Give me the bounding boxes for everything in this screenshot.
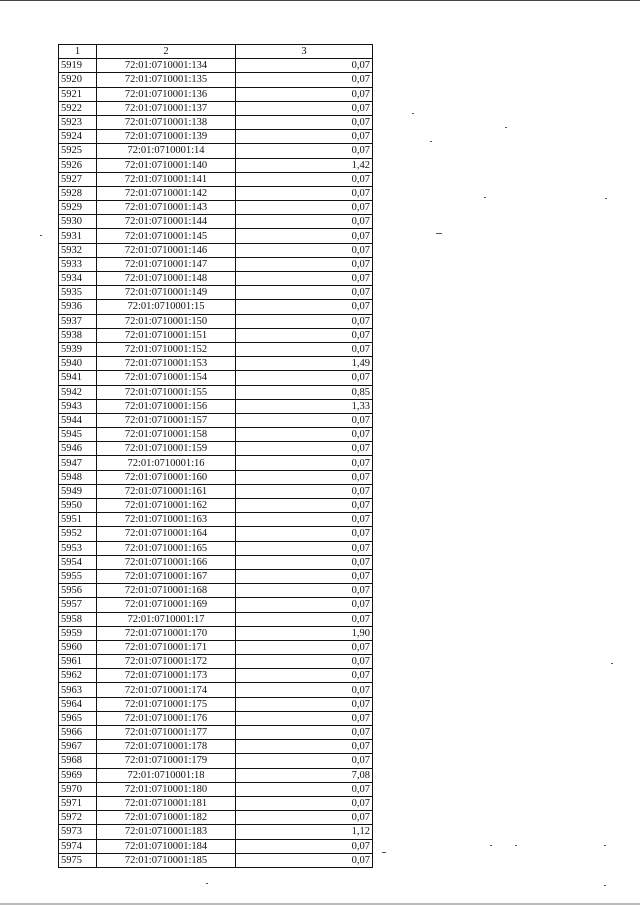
area-value: 0,07 [236, 413, 373, 427]
area-value: 0,07 [236, 470, 373, 484]
cadastral-number: 72:01:0710001:142 [97, 186, 236, 200]
table-row [59, 527, 373, 541]
row-number: 5938 [59, 328, 97, 342]
area-value: 0,07 [236, 201, 373, 215]
cadastral-number: 72:01:0710001:158 [97, 428, 236, 442]
area-value: 0,07 [236, 640, 373, 654]
area-value: 0,07 [236, 456, 373, 470]
row-number: 5964 [59, 697, 97, 711]
cadastral-number: 72:01:0710001:164 [97, 527, 236, 541]
table-row [59, 413, 373, 427]
row-number: 5941 [59, 371, 97, 385]
row-number: 5920 [59, 73, 97, 87]
cadastral-number: 72:01:0710001:16 [97, 456, 236, 470]
cadastral-number: 72:01:0710001:160 [97, 470, 236, 484]
area-value: 0,07 [236, 442, 373, 456]
table-row [59, 158, 373, 172]
cadastral-number: 72:01:0710001:145 [97, 229, 236, 243]
area-value: 0,07 [236, 101, 373, 115]
table-row [59, 300, 373, 314]
cadastral-number: 72:01:0710001:143 [97, 201, 236, 215]
cadastral-number: 72:01:0710001:168 [97, 584, 236, 598]
cadastral-number: 72:01:0710001:169 [97, 598, 236, 612]
table-row [59, 442, 373, 456]
scan-speck [604, 845, 606, 846]
row-number: 5966 [59, 726, 97, 740]
cadastral-number: 72:01:0710001:150 [97, 314, 236, 328]
row-number: 5953 [59, 541, 97, 555]
table-row [59, 201, 373, 215]
table-row [59, 73, 373, 87]
area-value: 0,07 [236, 598, 373, 612]
area-value: 0,07 [236, 740, 373, 754]
scan-speck [490, 845, 492, 846]
cadastral-number: 72:01:0710001:166 [97, 555, 236, 569]
table-row [59, 101, 373, 115]
table-row [59, 839, 373, 853]
row-number: 5954 [59, 555, 97, 569]
area-value: 0,07 [236, 342, 373, 356]
row-number: 5957 [59, 598, 97, 612]
scan-speck [605, 198, 607, 199]
table-row [59, 541, 373, 555]
cadastral-number: 72:01:0710001:140 [97, 158, 236, 172]
scan-speck [430, 141, 432, 142]
cadastral-number: 72:01:0710001:17 [97, 612, 236, 626]
cadastral-number: 72:01:0710001:162 [97, 499, 236, 513]
row-number: 5925 [59, 144, 97, 158]
table-row [59, 796, 373, 810]
area-value: 0,07 [236, 569, 373, 583]
cadastral-number: 72:01:0710001:18 [97, 768, 236, 782]
table-row [59, 499, 373, 513]
cadastral-number: 72:01:0710001:185 [97, 853, 236, 867]
table-row [59, 272, 373, 286]
area-value: 0,07 [236, 541, 373, 555]
area-value: 0,07 [236, 839, 373, 853]
row-number: 5927 [59, 172, 97, 186]
column-header-1: 1 [59, 45, 97, 59]
table-row [59, 229, 373, 243]
row-number: 5932 [59, 243, 97, 257]
area-value: 0,07 [236, 300, 373, 314]
table-row [59, 144, 373, 158]
scan-speck [515, 845, 517, 846]
column-header-2: 2 [97, 45, 236, 59]
cadastral-number: 72:01:0710001:181 [97, 796, 236, 810]
scan-speck [604, 885, 606, 886]
table-row [59, 555, 373, 569]
table-row [59, 726, 373, 740]
cadastral-number: 72:01:0710001:178 [97, 740, 236, 754]
table-row [59, 456, 373, 470]
table-row [59, 59, 373, 73]
area-value: 0,07 [236, 655, 373, 669]
cadastral-number: 72:01:0710001:173 [97, 669, 236, 683]
table-row [59, 626, 373, 640]
cadastral-number: 72:01:0710001:163 [97, 513, 236, 527]
area-value: 0,07 [236, 130, 373, 144]
cadastral-number: 72:01:0710001:144 [97, 215, 236, 229]
cadastral-number: 72:01:0710001:176 [97, 711, 236, 725]
area-value: 0,07 [236, 172, 373, 186]
cadastral-number: 72:01:0710001:170 [97, 626, 236, 640]
area-value: 0,07 [236, 371, 373, 385]
area-value: 0,07 [236, 754, 373, 768]
scan-speck [436, 233, 442, 234]
row-number: 5934 [59, 272, 97, 286]
row-number: 5946 [59, 442, 97, 456]
table-row [59, 115, 373, 129]
area-value: 0,07 [236, 243, 373, 257]
area-value: 1,42 [236, 158, 373, 172]
cadastral-number: 72:01:0710001:147 [97, 257, 236, 271]
row-number: 5970 [59, 782, 97, 796]
table-row [59, 569, 373, 583]
area-value: 0,07 [236, 272, 373, 286]
row-number: 5956 [59, 584, 97, 598]
row-number: 5924 [59, 130, 97, 144]
cadastral-number: 72:01:0710001:136 [97, 87, 236, 101]
row-number: 5959 [59, 626, 97, 640]
table-row [59, 328, 373, 342]
cadastral-number: 72:01:0710001:135 [97, 73, 236, 87]
table-row [59, 683, 373, 697]
cadastral-number: 72:01:0710001:165 [97, 541, 236, 555]
row-number: 5928 [59, 186, 97, 200]
table-row [59, 825, 373, 839]
cadastral-number: 72:01:0710001:179 [97, 754, 236, 768]
area-value: 1,49 [236, 357, 373, 371]
table-row [59, 669, 373, 683]
cadastral-number: 72:01:0710001:171 [97, 640, 236, 654]
row-number: 5931 [59, 229, 97, 243]
table-row [59, 740, 373, 754]
area-value: 0,07 [236, 87, 373, 101]
area-value: 0,07 [236, 73, 373, 87]
row-number: 5971 [59, 796, 97, 810]
area-value: 1,90 [236, 626, 373, 640]
cadastral-number: 72:01:0710001:155 [97, 385, 236, 399]
cadastral-number: 72:01:0710001:138 [97, 115, 236, 129]
row-number: 5942 [59, 385, 97, 399]
cadastral-number: 72:01:0710001:184 [97, 839, 236, 853]
row-number: 5929 [59, 201, 97, 215]
cadastral-number: 72:01:0710001:149 [97, 286, 236, 300]
row-number: 5974 [59, 839, 97, 853]
row-number: 5921 [59, 87, 97, 101]
table-row [59, 186, 373, 200]
cadastral-number: 72:01:0710001:137 [97, 101, 236, 115]
table-row [59, 754, 373, 768]
row-number: 5968 [59, 754, 97, 768]
area-value: 1,33 [236, 399, 373, 413]
cadastral-number: 72:01:0710001:151 [97, 328, 236, 342]
table-row [59, 399, 373, 413]
cadastral-number: 72:01:0710001:14 [97, 144, 236, 158]
table-row [59, 640, 373, 654]
table-row [59, 428, 373, 442]
area-value: 0,07 [236, 796, 373, 810]
row-number: 5940 [59, 357, 97, 371]
row-number: 5960 [59, 640, 97, 654]
row-number: 5965 [59, 711, 97, 725]
row-number: 5935 [59, 286, 97, 300]
row-number: 5958 [59, 612, 97, 626]
table-row [59, 385, 373, 399]
row-number: 5948 [59, 470, 97, 484]
area-value: 1,12 [236, 825, 373, 839]
area-value: 0,07 [236, 555, 373, 569]
area-value: 0,07 [236, 314, 373, 328]
cadastral-number: 72:01:0710001:159 [97, 442, 236, 456]
cadastral-number: 72:01:0710001:15 [97, 300, 236, 314]
cadastral-number: 72:01:0710001:172 [97, 655, 236, 669]
table-row [59, 215, 373, 229]
column-header-3: 3 [236, 45, 373, 59]
table-row [59, 243, 373, 257]
table-row [59, 314, 373, 328]
area-value: 0,07 [236, 697, 373, 711]
area-value: 0,07 [236, 683, 373, 697]
header-row [59, 45, 373, 59]
cadastral-number: 72:01:0710001:175 [97, 697, 236, 711]
row-number: 5955 [59, 569, 97, 583]
row-number: 5961 [59, 655, 97, 669]
cadastral-number: 72:01:0710001:182 [97, 811, 236, 825]
area-value: 0,07 [236, 229, 373, 243]
area-value: 0,07 [236, 115, 373, 129]
cadastral-number: 72:01:0710001:183 [97, 825, 236, 839]
row-number: 5919 [59, 59, 97, 73]
row-number: 5944 [59, 413, 97, 427]
area-value: 0,07 [236, 513, 373, 527]
table-row [59, 768, 373, 782]
area-value: 0,07 [236, 484, 373, 498]
area-value: 0,85 [236, 385, 373, 399]
area-value: 0,07 [236, 711, 373, 725]
row-number: 5939 [59, 342, 97, 356]
row-number: 5963 [59, 683, 97, 697]
table-row [59, 357, 373, 371]
area-value: 0,07 [236, 328, 373, 342]
area-value: 0,07 [236, 499, 373, 513]
table-row [59, 130, 373, 144]
cadastral-number: 72:01:0710001:177 [97, 726, 236, 740]
row-number: 5930 [59, 215, 97, 229]
table-row [59, 584, 373, 598]
row-number: 5937 [59, 314, 97, 328]
cadastral-number: 72:01:0710001:167 [97, 569, 236, 583]
row-number: 5945 [59, 428, 97, 442]
area-value: 0,07 [236, 428, 373, 442]
area-value: 0,07 [236, 669, 373, 683]
cadastral-number: 72:01:0710001:174 [97, 683, 236, 697]
area-value: 0,07 [236, 59, 373, 73]
table-row [59, 342, 373, 356]
cadastral-number: 72:01:0710001:154 [97, 371, 236, 385]
row-number: 5926 [59, 158, 97, 172]
table-row [59, 811, 373, 825]
area-value: 0,07 [236, 612, 373, 626]
row-number: 5949 [59, 484, 97, 498]
row-number: 5947 [59, 456, 97, 470]
cadastral-number: 72:01:0710001:148 [97, 272, 236, 286]
row-number: 5952 [59, 527, 97, 541]
cadastral-number: 72:01:0710001:180 [97, 782, 236, 796]
table-row [59, 655, 373, 669]
cadastral-number: 72:01:0710001:152 [97, 342, 236, 356]
area-value: 0,07 [236, 286, 373, 300]
area-value: 7,08 [236, 768, 373, 782]
row-number: 5967 [59, 740, 97, 754]
row-number: 5922 [59, 101, 97, 115]
row-number: 5973 [59, 825, 97, 839]
scan-speck [484, 197, 486, 198]
table-row [59, 711, 373, 725]
scan-top-edge [0, 0, 640, 1]
table-row [59, 697, 373, 711]
cadastral-number: 72:01:0710001:157 [97, 413, 236, 427]
table-row [59, 172, 373, 186]
table-row [59, 484, 373, 498]
table-row [59, 371, 373, 385]
table-row [59, 853, 373, 867]
area-value: 0,07 [236, 215, 373, 229]
row-number: 5951 [59, 513, 97, 527]
scan-speck [505, 127, 507, 128]
scan-speck [40, 235, 42, 236]
area-value: 0,07 [236, 186, 373, 200]
table-row [59, 598, 373, 612]
row-number: 5975 [59, 853, 97, 867]
table-body [59, 59, 373, 868]
cadastral-number: 72:01:0710001:161 [97, 484, 236, 498]
cadastral-number: 72:01:0710001:156 [97, 399, 236, 413]
scan-speck [611, 663, 613, 664]
cadastral-number: 72:01:0710001:134 [97, 59, 236, 73]
area-value: 0,07 [236, 782, 373, 796]
table-row [59, 257, 373, 271]
area-value: 0,07 [236, 726, 373, 740]
row-number: 5962 [59, 669, 97, 683]
row-number: 5936 [59, 300, 97, 314]
table-row [59, 513, 373, 527]
scan-speck [412, 113, 414, 114]
area-value: 0,07 [236, 811, 373, 825]
area-value: 0,07 [236, 144, 373, 158]
area-value: 0,07 [236, 257, 373, 271]
table-row [59, 286, 373, 300]
scan-speck [206, 883, 208, 884]
cadastral-number: 72:01:0710001:153 [97, 357, 236, 371]
row-number: 5969 [59, 768, 97, 782]
table-row [59, 470, 373, 484]
row-number: 5950 [59, 499, 97, 513]
row-number: 5943 [59, 399, 97, 413]
area-value: 0,07 [236, 527, 373, 541]
cadastral-table [58, 44, 373, 868]
table-row [59, 782, 373, 796]
table-row [59, 612, 373, 626]
row-number: 5933 [59, 257, 97, 271]
cadastral-number: 72:01:0710001:146 [97, 243, 236, 257]
cadastral-number: 72:01:0710001:139 [97, 130, 236, 144]
table-row [59, 87, 373, 101]
area-value: 0,07 [236, 584, 373, 598]
row-number: 5923 [59, 115, 97, 129]
area-value: 0,07 [236, 853, 373, 867]
row-number: 5972 [59, 811, 97, 825]
scan-speck [382, 852, 386, 853]
cadastral-number: 72:01:0710001:141 [97, 172, 236, 186]
